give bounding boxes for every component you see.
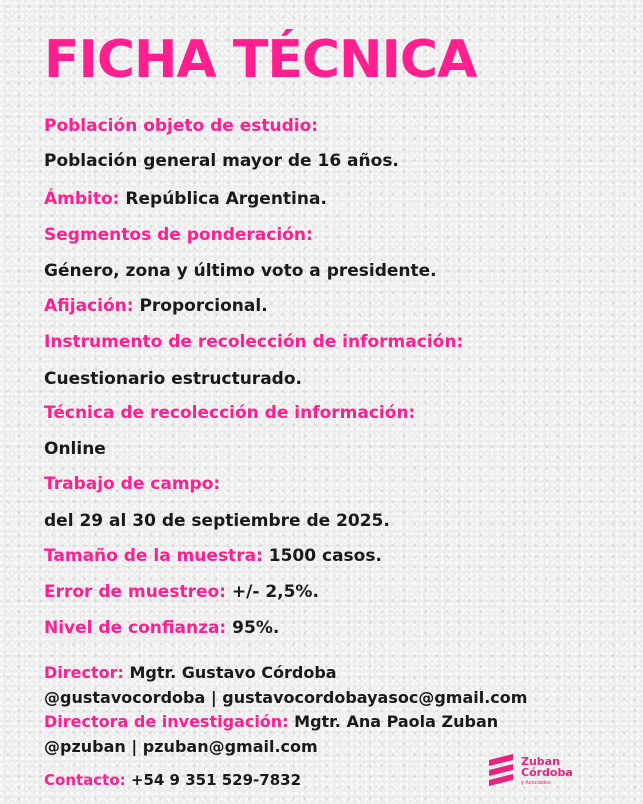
director-contact-row — [44, 688, 527, 707]
logo-text — [521, 756, 573, 778]
directora-row — [44, 712, 498, 731]
directora-label: Directora de investigación: — [44, 712, 289, 731]
error-label: Error de muestreo: — [44, 582, 226, 602]
director-value: Mgtr. Gustavo Córdoba — [129, 663, 337, 682]
logo-mark-icon — [487, 754, 517, 788]
afijacion-row — [44, 296, 268, 316]
tamano-value: 1500 casos. — [268, 546, 382, 566]
ambito-value: República Argentina. — [125, 189, 327, 209]
confianza-row — [44, 618, 279, 638]
tamano-label: Tamaño de la muestra: — [44, 546, 263, 566]
poblacion-value: Población general mayor de 16 años. — [44, 151, 399, 171]
logo-line2: Córdoba — [521, 766, 573, 779]
trabajo-label: Trabajo de campo: — [44, 474, 221, 494]
error-value: +/- 2,5%. — [231, 582, 319, 602]
segmentos-value-row — [44, 261, 437, 281]
tecnica-value: Online — [44, 439, 106, 459]
error-row — [44, 582, 319, 602]
contacto-label: Contacto: — [44, 771, 126, 789]
poblacion-label: Población objeto de estudio: — [44, 116, 319, 136]
instrumento-label-row — [44, 332, 463, 352]
instrumento-label: Instrumento de recolección de información: — [44, 332, 464, 352]
tamano-row — [44, 546, 382, 566]
tecnica-label-row — [44, 403, 415, 423]
segmentos-label: Segmentos de ponderación: — [44, 225, 313, 245]
trabajo-value: del 29 al 30 de septiembre de 2025. — [44, 511, 390, 531]
tecnica-label: Técnica de recolección de información: — [44, 403, 416, 423]
director-row — [44, 663, 337, 682]
logo-line3: y Asociados — [521, 780, 551, 786]
segmentos-value: Género, zona y último voto a presidente. — [44, 261, 437, 281]
ambito-label: Ámbito: — [44, 189, 120, 209]
directora-value: Mgtr. Ana Paola Zuban — [294, 712, 499, 731]
confianza-value: 95%. — [232, 618, 280, 638]
zuban-cordoba-logo — [487, 752, 577, 792]
trabajo-label-row — [44, 474, 220, 494]
directora-contact-row — [44, 737, 318, 756]
tecnica-value-row — [44, 439, 106, 459]
afijacion-value: Proporcional. — [139, 296, 268, 316]
instrumento-value: Cuestionario estructurado. — [44, 369, 302, 389]
director-label: Director: — [44, 663, 124, 682]
confianza-label: Nivel de confianza: — [44, 618, 227, 638]
trabajo-value-row — [44, 511, 390, 531]
page-title: FICHA TÉCNICA — [44, 30, 477, 90]
contacto-value: +54 9 351 529-7832 — [130, 771, 302, 789]
poblacion-value-row — [44, 151, 399, 171]
poblacion-label-row — [44, 116, 318, 136]
ambito-row — [44, 189, 327, 209]
logo-line1: Zuban — [521, 755, 560, 768]
directora-contact: @pzuban | pzuban@gmail.com — [44, 737, 318, 756]
segmentos-label-row — [44, 225, 313, 245]
instrumento-value-row — [44, 369, 302, 389]
contacto-row — [44, 771, 301, 789]
afijacion-label: Afijación: — [44, 296, 134, 316]
director-contact: @gustavocordoba | gustavocordobayasoc@gmail.com — [44, 688, 528, 707]
